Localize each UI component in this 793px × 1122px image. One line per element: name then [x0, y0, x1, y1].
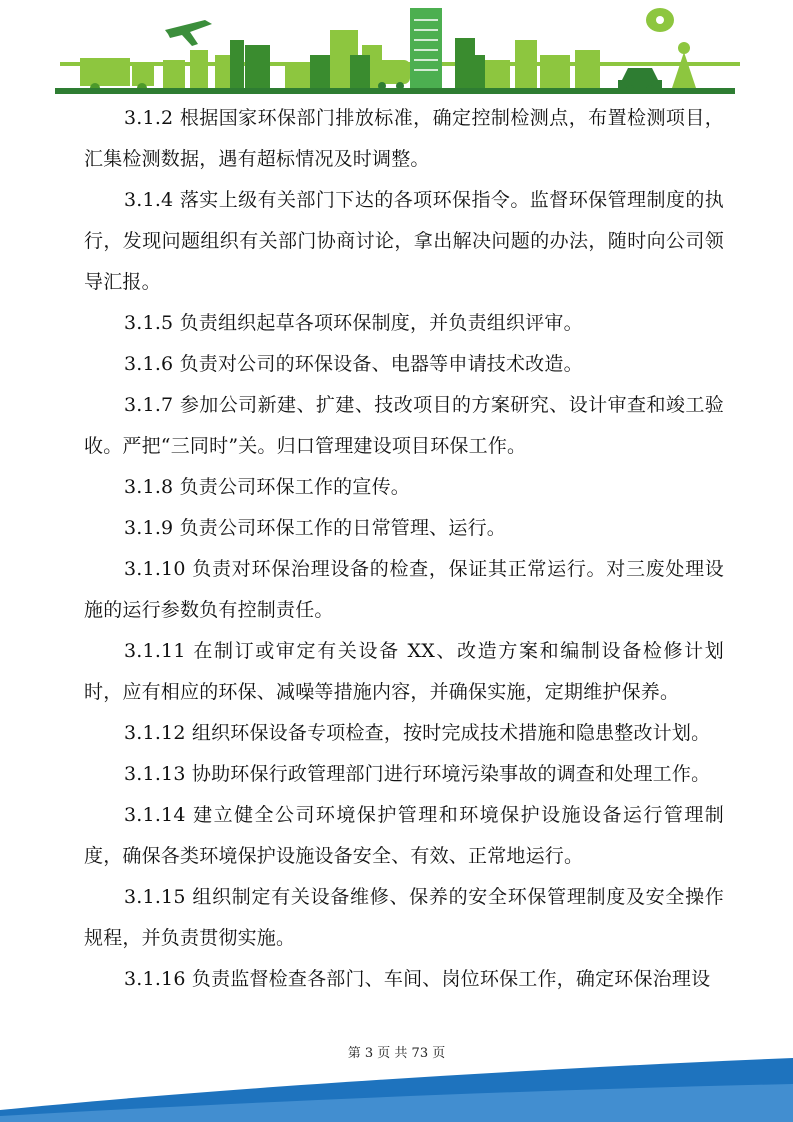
page-number: 第 3 页 共 73 页 [347, 1046, 446, 1061]
header-green-city-illustration [0, 0, 793, 100]
paragraph-3-1-12: 3.1.12 组织环保设备专项检查，按时完成技术措施和隐患整改计划。 [124, 722, 711, 744]
paragraph-3-1-14: 3.1.14 建立健全公司环境保护管理和环境保护设施设备运行管理制度，确保各类环境保护设施设备安全、有效、正常地运行。 [84, 804, 724, 867]
paragraph-3-1-11: 3.1.11 在制订或审定有关设备 XX、改造方案和编制设备检修计划时，应有相应的环保、减噪等措施内容，并确保实施，定期维护保养。 [84, 640, 724, 703]
paragraph-3-1-16: 3.1.16 负责监督检查各部门、车间、岗位环保工作，确定环保治理设 [124, 968, 711, 990]
paragraph-3-1-7: 3.1.7 参加公司新建、扩建、技改项目的方案研究、设计审查和竣工验收。严把“三同时”关。归口管理建设项目环保工作。 [84, 394, 724, 457]
document-body [84, 98, 724, 1000]
paragraph-3-1-9: 3.1.9 负责公司环保工作的日常管理、运行。 [124, 517, 506, 539]
footer-blue-wave [0, 1050, 793, 1122]
rocket-icon [646, 8, 674, 32]
paragraph-3-1-2: 3.1.2 根据国家环保部门排放标准，确定控制检测点，布置检测项目，汇集检测数据，遇有超标情况及时调整。 [84, 107, 724, 170]
paragraph-3-1-6: 3.1.6 负责对公司的环保设备、电器等申请技术改造。 [124, 353, 583, 375]
paragraph-3-1-15: 3.1.15 组织制定有关设备维修、保养的安全环保管理制度及安全操作规程，并负责贯彻实施。 [84, 886, 724, 949]
tower-building [410, 8, 442, 88]
paragraph-3-1-4: 3.1.4 落实上级有关部门下达的各项环保指令。监督环保管理制度的执行，发现问题组织有关部门协商讨论，拿出解决问题的办法，随时向公司领导汇报。 [84, 189, 724, 293]
paragraph-3-1-5: 3.1.5 负责组织起草各项环保制度，并负责组织评审。 [124, 312, 583, 334]
paragraph-3-1-8: 3.1.8 负责公司环保工作的宣传。 [124, 476, 410, 498]
airplane-icon [165, 20, 212, 46]
paragraph-3-1-10: 3.1.10 负责对环保治理设备的检查，保证其正常运行。对三废处理设施的运行参数负有控制责任。 [84, 558, 724, 621]
paragraph-3-1-13: 3.1.13 协助环保行政管理部门进行环境污染事故的调查和处理工作。 [124, 763, 711, 785]
